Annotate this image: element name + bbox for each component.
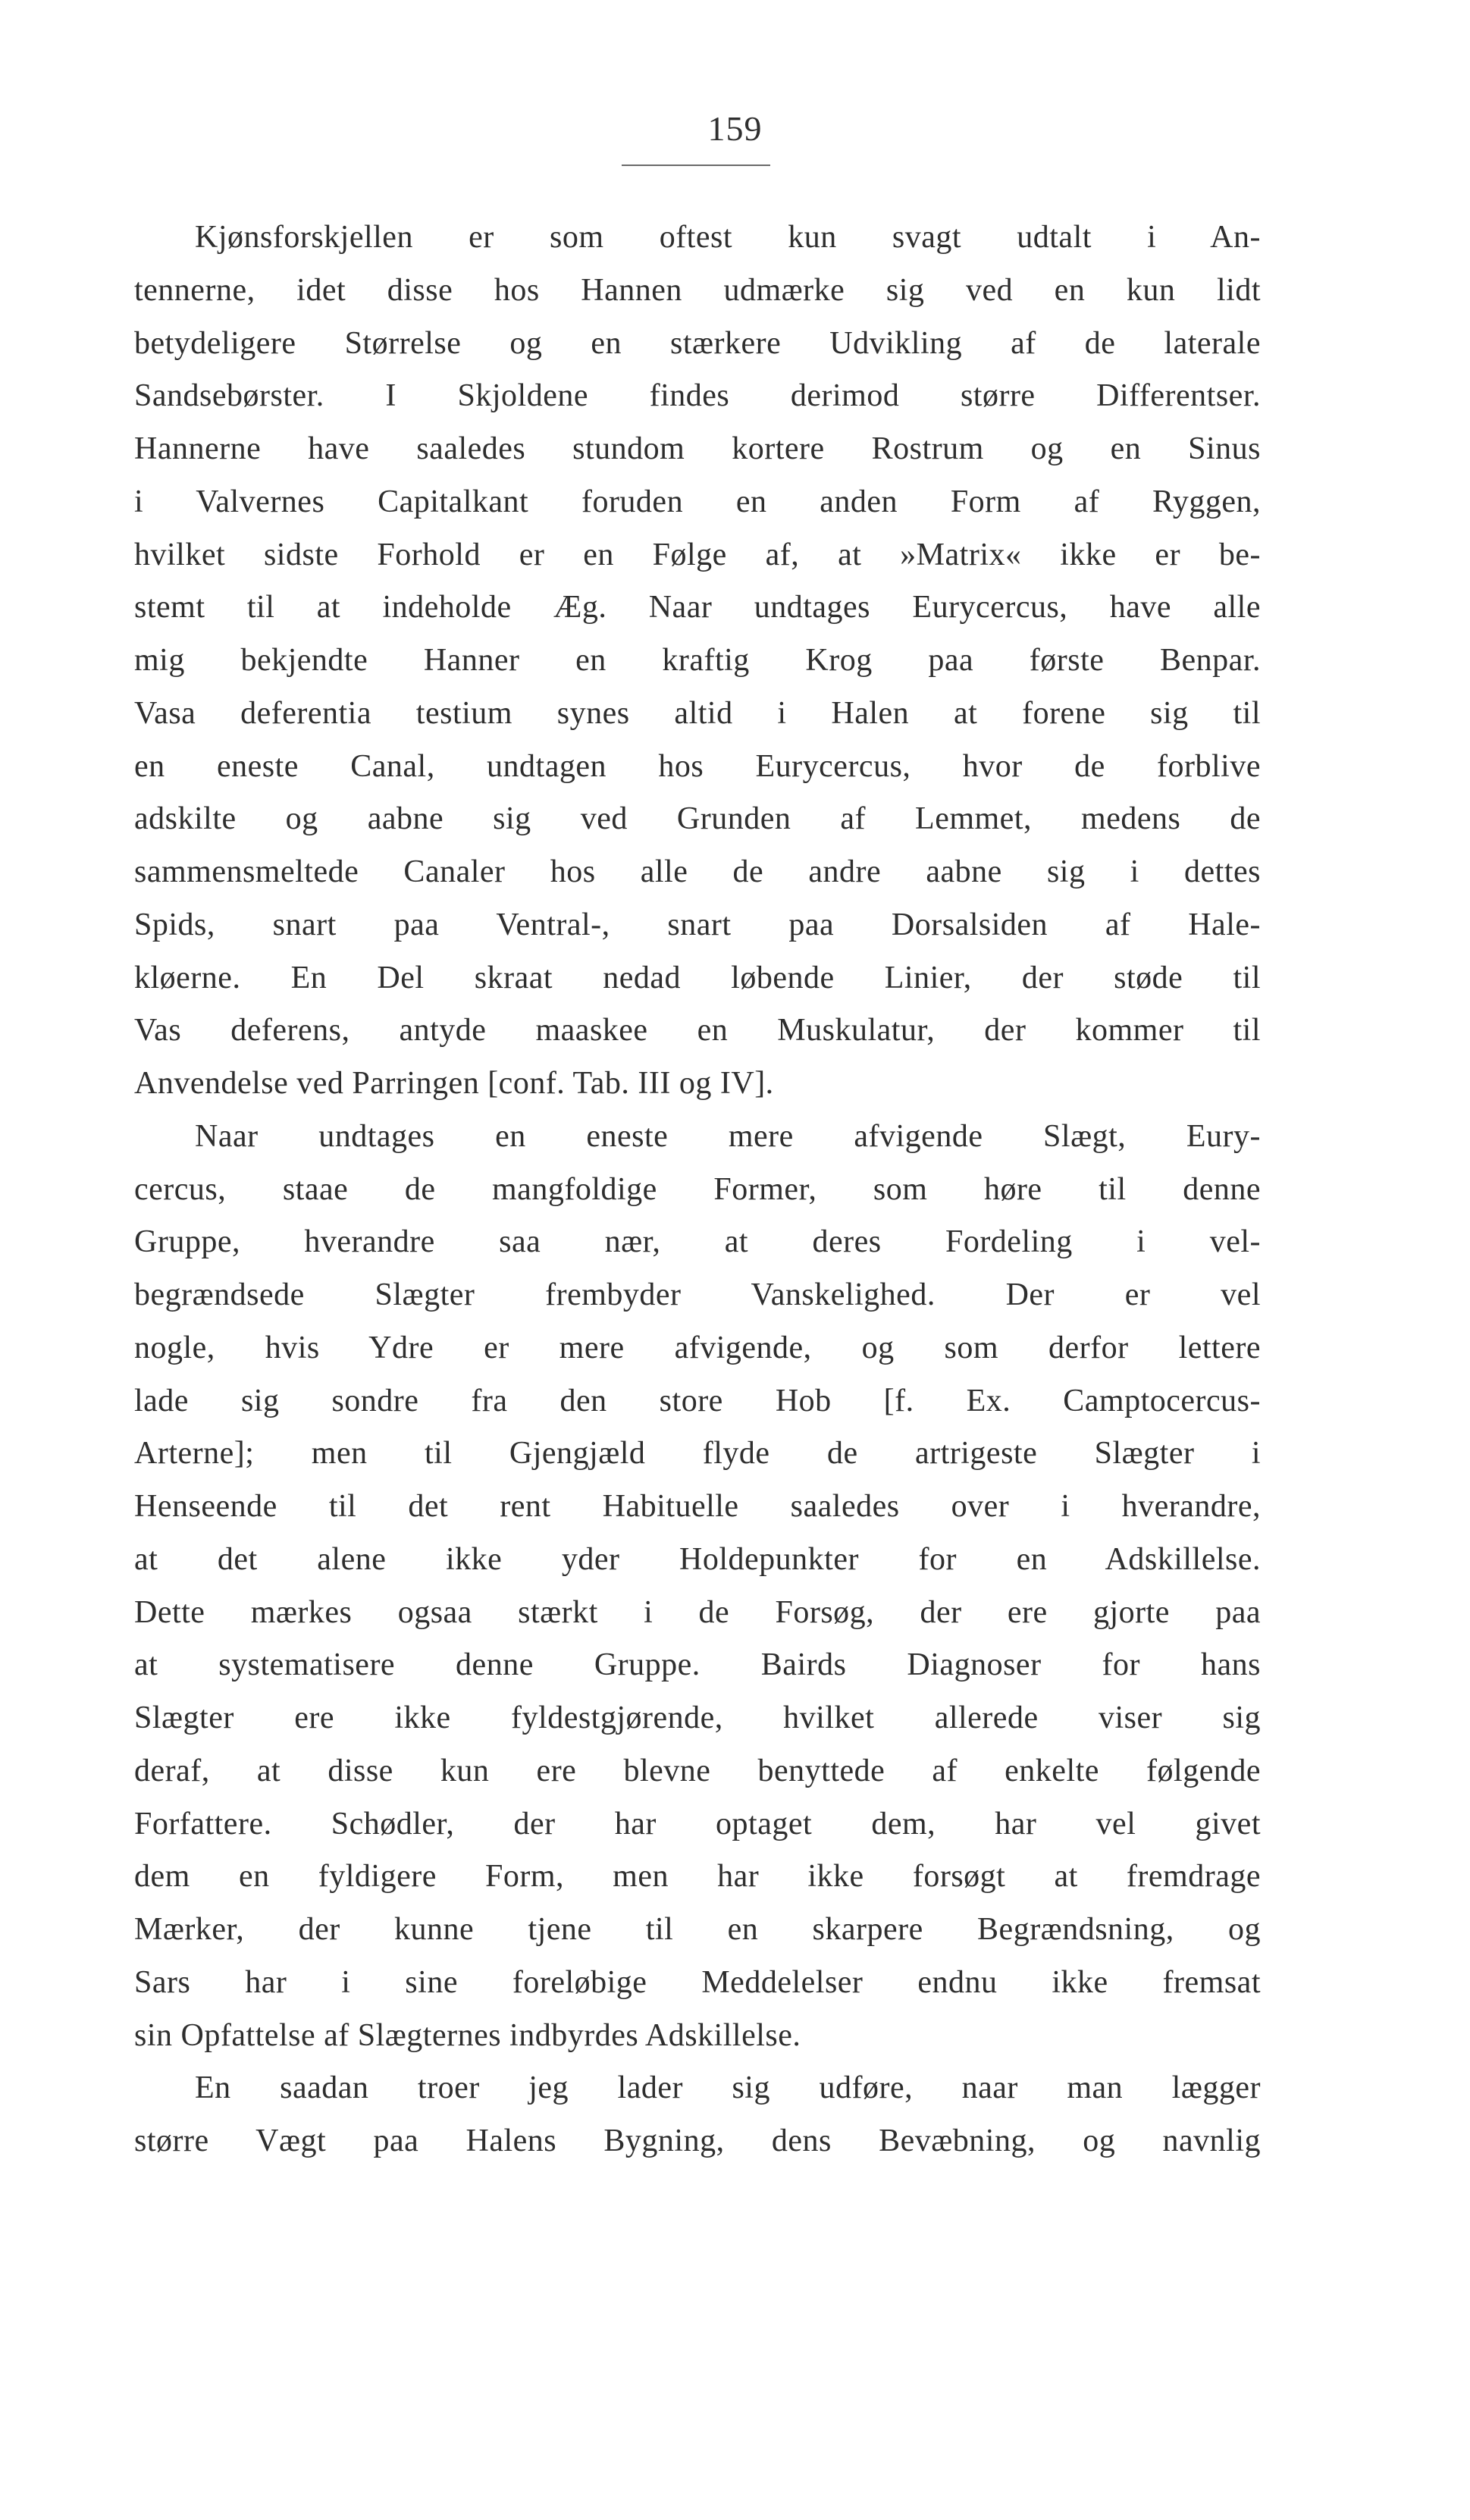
text-line: i Valvernes Capitalkant foruden en anden Form af Ryggen, [134,484,1261,519]
text-line: sin Opfattelse af Slægternes indbyrdes Adskillelse. [134,2017,801,2053]
text-line: hvilket sidste Forhold er en Følge af, at »Matrix« ikke er be- [134,537,1261,572]
text-line: større Vægt paa Halens Bygning, dens Bevæbning, og navnlig [134,2124,1261,2158]
text-line: at systematisere denne Gruppe. Bairds Diagnoser for hans [134,1647,1261,1683]
text-line: Vasa deferentia testium synes altid i Halen at forene sig til [134,695,1261,731]
text-line: at det alene ikke yder Holdepunkter for en Adskillelse. [134,1541,1261,1577]
text-line: Vas deferens, antyde maaskee en Muskulatur, der kommer til [134,1013,1261,1048]
text-line: Mærker, der kunne tjene til en skarpere Begrændsning, og [134,1912,1261,1947]
text-line: Naar undtages en eneste mere afvigende Slægt, Eury- [195,1118,1261,1154]
text-line: Arterne]; men til Gjengjæld flyde de artrigeste Slægter i [134,1436,1261,1472]
text-line: Gruppe, hverandre saa nær, at deres Fordeling i vel- [134,1224,1261,1260]
text-line: tennerne, idet disse hos Hannen udmærke sig ved en kun lidt [134,272,1261,308]
text-line: lade sig sondre fra den store Hob [f. Ex. Camptocercus- [134,1383,1261,1418]
body-text [134,212,1261,2168]
text-line: sammensmeltede Canaler hos alle de andre aabne sig i dettes [134,854,1261,889]
text-line: en eneste Canal, undtagen hos Eurycercus, hvor de forblive [134,748,1261,784]
text-line: En saadan troer jeg lader sig udføre, naar man lægger [195,2070,1261,2106]
text-line: nogle, hvis Ydre er mere afvigende, og som derfor lettere [134,1330,1261,1365]
text-line: betydeligere Størrelse og en stærkere Udvikling af de laterale [134,325,1261,361]
text-line: adskilte og aabne sig ved Grunden af Lemmet, medens de [134,801,1261,837]
text-line: Kjønsforskjellen er som oftest kun svagt udtalt i An- [195,220,1261,255]
text-line: Forfattere. Schødler, der har optaget dem, har vel givet [134,1806,1261,1841]
text-line: kløerne. En Del skraat nedad løbende Linier, der støde til [134,960,1261,995]
text-line: Henseende til det rent Habituelle saaledes over i hverandre, [134,1489,1261,1524]
text-line: Dette mærkes ogsaa stærkt i de Forsøg, der ere gjorte paa [134,1594,1261,1630]
text-line: Hannerne have saaledes stundom kortere Rostrum og en Sinus [134,431,1261,466]
text-line: Sars har i sine foreløbige Meddelelser endnu ikke fremsat [134,1964,1261,2000]
text-line: Sandsebørster. I Skjoldene findes derimod større Differentser. [134,378,1261,414]
page-number-rule [622,165,770,166]
text-line: Spids, snart paa Ventral-, snart paa Dorsalsiden af Hale- [134,907,1261,942]
text-line: mig bekjendte Hanner en kraftig Krog paa første Benpar. [134,643,1261,678]
page-number: 159 [707,109,763,148]
text-line: cercus, staae de mangfoldige Former, som høre til denne [134,1171,1261,1207]
text-line: dem en fyldigere Form, men har ikke forsøgt at fremdrage [134,1859,1261,1895]
text-line: deraf, at disse kun ere blevne benyttede af enkelte følgende [134,1753,1261,1788]
text-line: Slægter ere ikke fyldestgjørende, hvilket allerede viser sig [134,1700,1261,1735]
text-line: Anvendelse ved Parringen [conf. Tab. III og IV]. [134,1066,774,1101]
text-line: begrændsede Slægter frembyder Vanskelighed. Der er vel [134,1277,1261,1312]
text-line: stemt til at indeholde Æg. Naar undtages Eurycercus, have alle [134,590,1261,625]
